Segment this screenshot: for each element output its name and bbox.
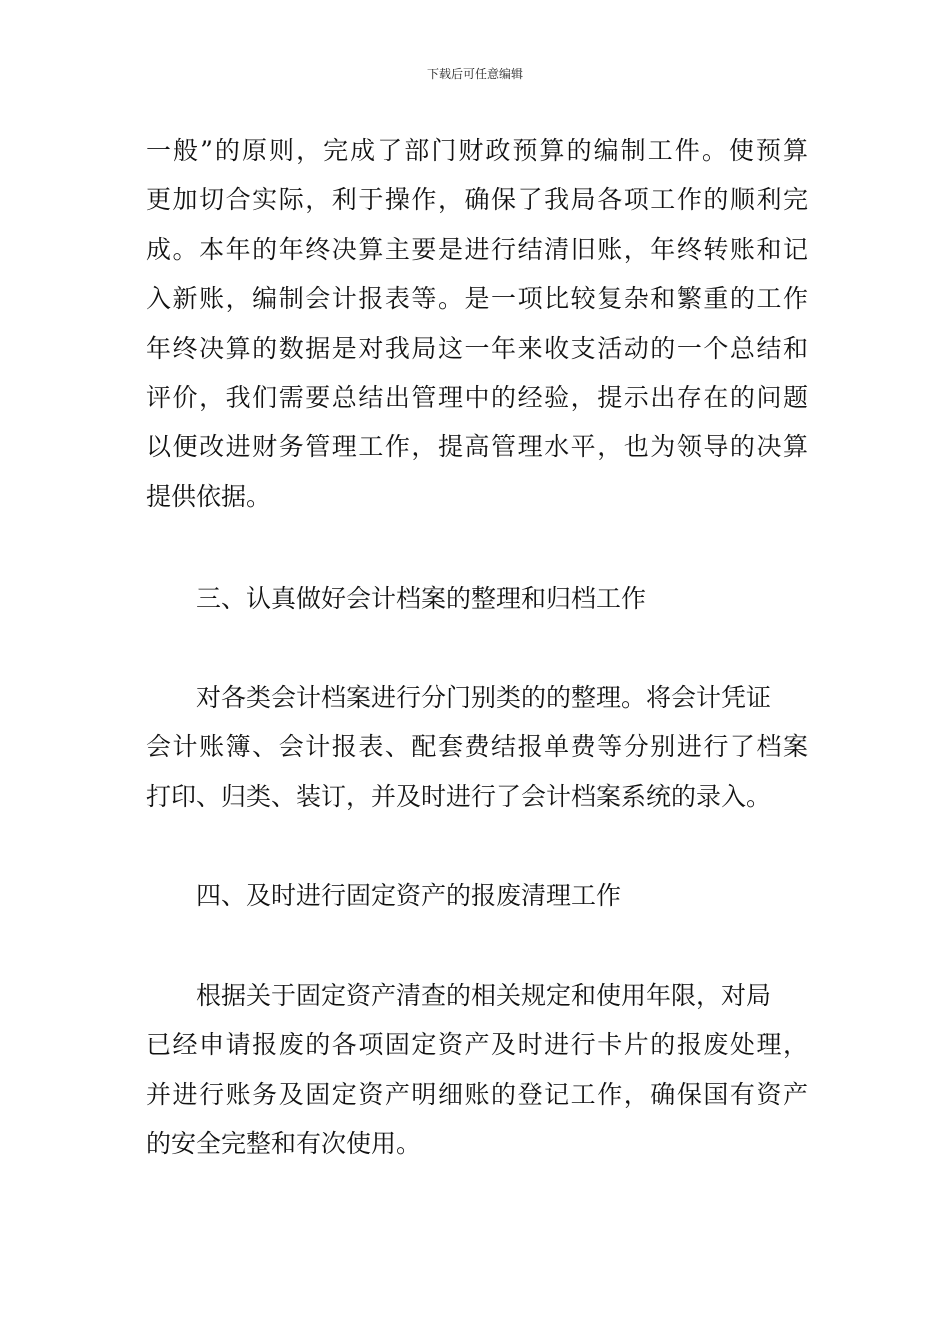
paragraph-line: 评价，我们需要总结出管理中的经验，提示出存在的问题 [146, 382, 808, 412]
paragraph-line: 一般”的原则，完成了部门财政预算的编制工件。使预算 [146, 136, 808, 165]
header-note: 下载后可任意编辑 [426, 67, 523, 81]
paragraph-line: 成。本年的年终决算主要是进行结清旧账，年终转账和记 [146, 234, 808, 264]
section-4-paragraph [146, 971, 808, 1169]
paragraph-line: 对各类会计档案进行分门别类的的整理。将会计凭证 [196, 683, 772, 712]
paragraph-line: 更加切合实际，利于操作，确保了我局各项工作的顺利完 [146, 185, 808, 215]
section-3-heading: 三、认真做好会计档案的整理和归档工作 [196, 584, 647, 613]
paragraph-line: 已经申请报废的各项固定资产及时进行卡片的报废处理， [146, 1030, 808, 1060]
paragraph-line: 提供依据。 [146, 481, 272, 511]
paragraph-line: 的安全完整和有次使用。 [146, 1129, 422, 1159]
section-4-heading-block [146, 871, 808, 920]
paragraph-line: 入新账，编制会计报表等。是一项比较复杂和繁重的工作 [146, 284, 808, 314]
paragraph-line: 以便改进财务管理工作，提高管理水平，也为领导的决算 [146, 432, 808, 462]
paragraph-line: 并进行账务及固定资产明细账的登记工作，确保国有资产 [146, 1079, 808, 1109]
paragraph-line: 打印、归类、装订，并及时进行了会计档案系统的录入。 [146, 781, 772, 811]
paragraph-line: 根据关于固定资产清查的相关规定和使用年限，对局 [196, 981, 772, 1010]
section-3-heading-block [146, 574, 808, 623]
paragraph-line: 年终决算的数据是对我局这一年来收支活动的一个总结和 [146, 333, 808, 363]
section-4-heading: 四、及时进行固定资产的报废清理工作 [196, 881, 622, 910]
paragraph-line: 会计账簿、会计报表、配套费结报单费等分别进行了档案 [146, 732, 808, 762]
paragraph-1 [146, 126, 808, 521]
section-3-paragraph [146, 673, 808, 821]
